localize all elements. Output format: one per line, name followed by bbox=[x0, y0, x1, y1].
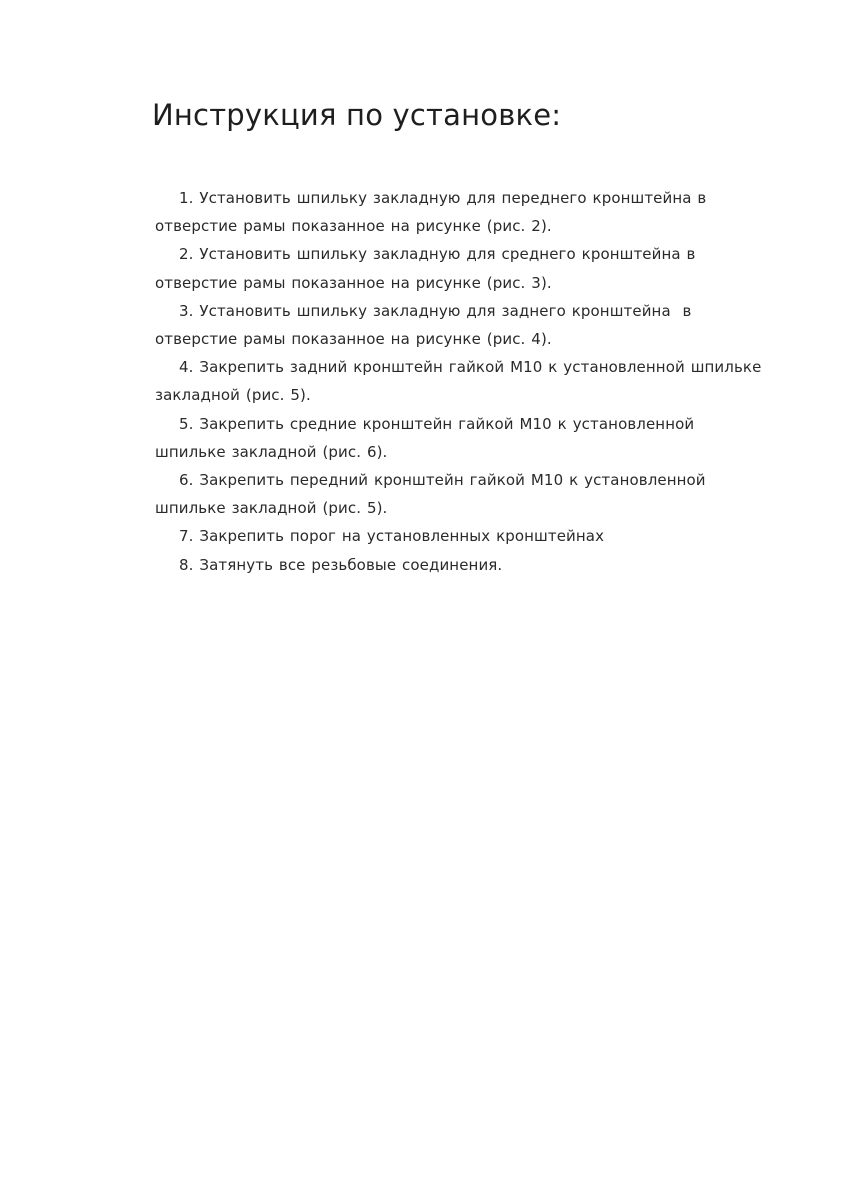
instruction-list bbox=[155, 184, 815, 579]
instruction-item-8 bbox=[155, 551, 815, 579]
instruction-line: 6. Закрепить передний кронштейн гайкой М10 к установленной bbox=[179, 471, 706, 490]
instruction-item-7 bbox=[155, 522, 815, 550]
instruction-item-2 bbox=[155, 240, 815, 296]
instruction-line: отверстие рамы показанное на рисунке (рис. 2). bbox=[155, 217, 552, 236]
instruction-line: закладной (рис. 5). bbox=[155, 386, 311, 405]
instruction-line: 1. Установить шпильку закладную для переднего кронштейна в bbox=[179, 189, 707, 207]
instruction-line: шпильке закладной (рис. 5). bbox=[155, 499, 388, 518]
instruction-line: 2. Установить шпильку закладную для среднего кронштейна в bbox=[179, 245, 696, 264]
instruction-line: отверстие рамы показанное на рисунке (рис. 3). bbox=[155, 273, 552, 292]
page-title: Инструкция по установке: bbox=[152, 98, 562, 132]
instruction-line: шпильке закладной (рис. 6). bbox=[155, 442, 388, 461]
instruction-line: 3. Установить шпильку закладную для заднего кронштейна в bbox=[179, 301, 692, 320]
instruction-item-5 bbox=[155, 410, 815, 466]
instruction-item-4 bbox=[155, 353, 815, 409]
instruction-line: 4. Закрепить задний кронштейн гайкой М10 к установленной шпильке bbox=[179, 358, 762, 377]
instruction-item-1 bbox=[155, 184, 815, 240]
instruction-line: 5. Закрепить средние кронштейн гайкой М10 к установленной bbox=[179, 414, 695, 433]
instruction-line: 7. Закрепить порог на установленных кронштейнах bbox=[179, 527, 605, 546]
instruction-item-3 bbox=[155, 297, 815, 353]
instruction-line: 8. Затянуть все резьбовые соединения. bbox=[179, 555, 503, 574]
instruction-line: отверстие рамы показанное на рисунке (рис. 4). bbox=[155, 330, 552, 349]
instruction-item-6 bbox=[155, 466, 815, 522]
